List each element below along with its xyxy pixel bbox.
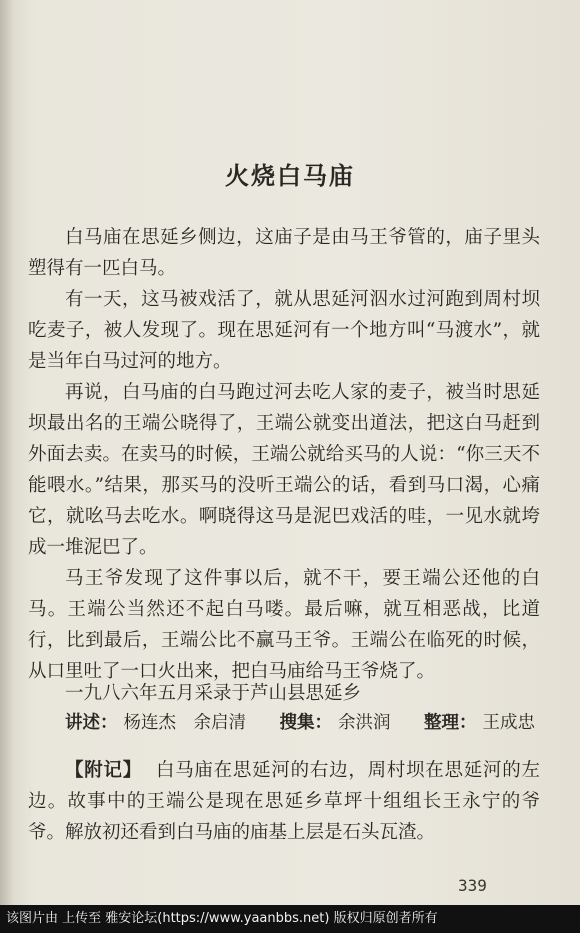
- narrator-label: 讲述：: [65, 713, 118, 733]
- collector-credit: [280, 709, 391, 734]
- editor-name: 王成忠: [482, 713, 535, 733]
- watermark-footer: 该图片由 上传至 雅安论坛(https://www.yaanbbs.net) 版权归原创者所有: [0, 905, 580, 933]
- appendix-label: 【附记】: [65, 760, 142, 781]
- paragraph-2: 有一天，这马被戏活了，就从思延河泅水过河跑到周村坝吃麦子，被人发现了。现在思延河有一个地方叫“马渡水”，就是当年白马过河的地方。: [28, 289, 540, 372]
- editor-credit: [424, 709, 535, 734]
- story-body: [28, 222, 540, 687]
- paragraph-4: 马王爷发现了这件事以后，就不干，要王端公还他的白马。王端公当然还不起白马喽。最后嘛，就互相恶战，比道行，比到最后，王端公比不赢马王爷。王端公在临死的时候，从口里吐了一口火出来，把白马庙给马王爷烧了。: [28, 568, 540, 682]
- narrator-credit: [65, 709, 246, 734]
- appendix-text: 白马庙在思延河的右边，周村坝在思延河的左边。故事中的王端公是现在思延乡草坪十组组长王永宁的爷爷。解放初还看到白马庙的庙基上层是石头瓦渣。: [28, 760, 540, 843]
- paragraph-1: 白马庙在思延乡侧边，这庙子是由马王爷管的，庙子里头塑得有一匹白马。: [28, 227, 540, 279]
- collector-name: 余洪润: [338, 713, 391, 733]
- narrator-names: 杨连杰 余启清: [123, 713, 246, 733]
- editor-label: 整理：: [424, 713, 477, 733]
- paragraph-3: 再说，白马庙的白马跑过河去吃人家的麦子，被当时思延坝最出名的王端公晓得了，王端公就变出道法，把这白马赶到外面去卖。在卖马的时候，王端公就给买马的人说：“你三天不能喂水。”结果，那买马的没听王端公的话，看到马口渴，心痛它，就吆马去吃水。啊晓得这马是泥巴戏活的哇，一见水就垮成一堆泥巴了。: [28, 382, 540, 558]
- appendix-note: [28, 755, 540, 848]
- collector-label: 搜集：: [279, 713, 332, 733]
- page-title: 火烧白马庙: [225, 162, 355, 190]
- page-spine-shadow: [0, 0, 14, 905]
- credits-line: [65, 709, 535, 734]
- source-line: 一九八六年五月采录于芦山县思延乡: [65, 683, 362, 704]
- page-number: 339: [458, 876, 487, 895]
